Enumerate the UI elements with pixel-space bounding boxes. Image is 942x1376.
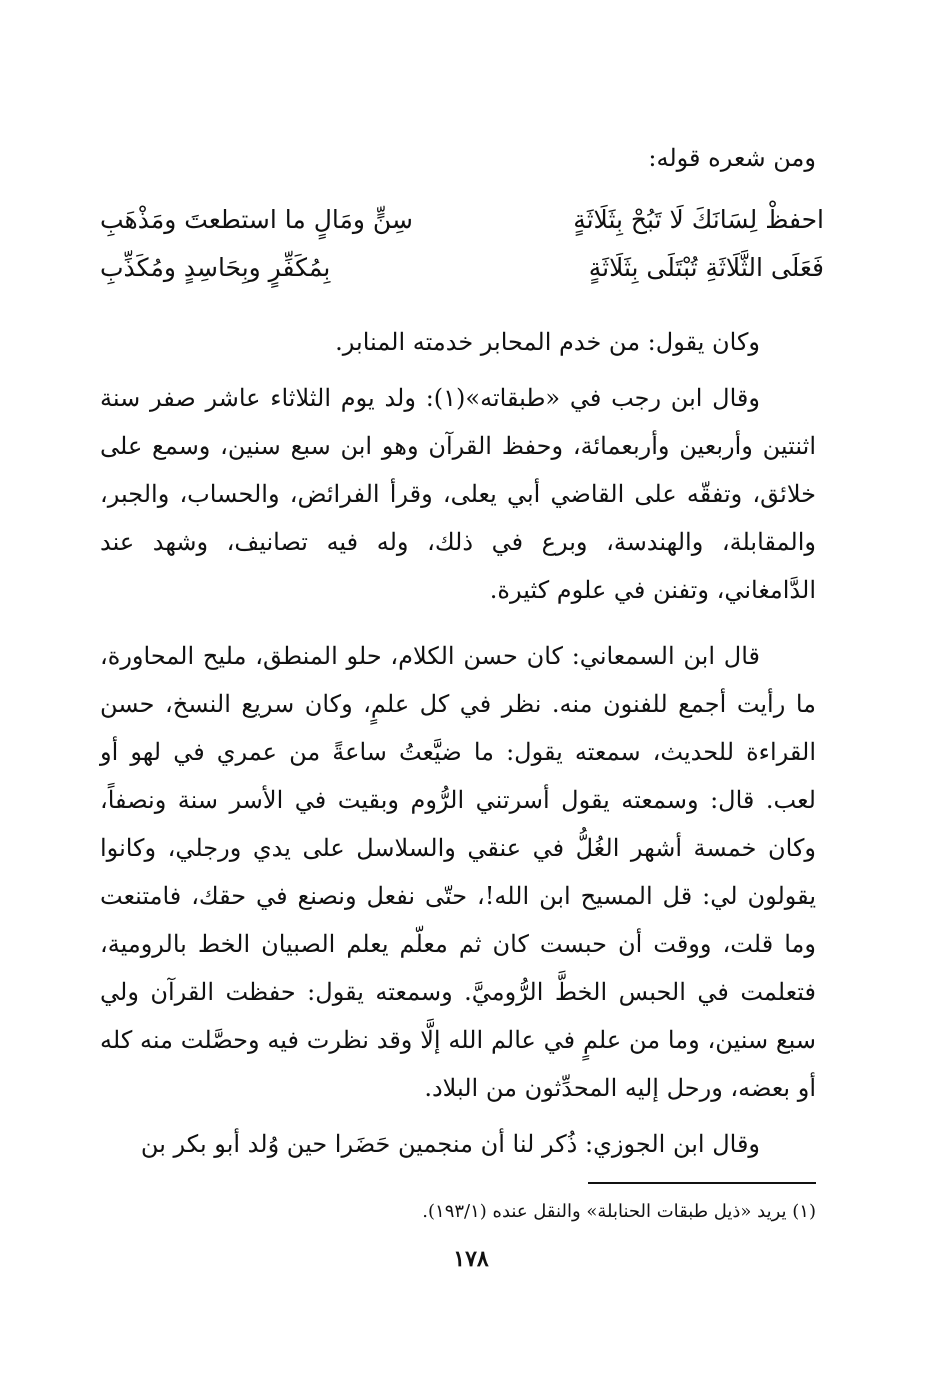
poem-verse xyxy=(100,196,824,244)
paragraph xyxy=(100,318,816,366)
page-number: ١٧٨ xyxy=(453,1246,489,1272)
footnote-divider xyxy=(588,1182,816,1184)
paragraph xyxy=(100,374,816,614)
paragraph xyxy=(100,1120,816,1168)
poem xyxy=(100,196,824,292)
paragraph-text: وقال ابن رجب في «طبقاته»(١): ولد يوم الثلاثاء عاشر صفر سنة اثنتين وأربعين وأربعمائة، وحفظ القرآن وهو ابن سبع سنين، وسمع على خلائق، وتفقّه على القاضي أبي يعلى، وقرأ الفرائض، والحساب، والجبر، والمقابلة، والهندسة، وبرع في ذلك، وله فيه تصانيف، وشهد عند الدَّامغاني، وتفنن في علوم كثيرة. xyxy=(100,384,816,604)
paragraph-text: وقال ابن الجوزي: ذُكر لنا أن منجمين حَضَرا حين وُلد أبو بكر بن xyxy=(140,1130,760,1158)
paragraph-text: قال ابن السمعاني: كان حسن الكلام، حلو المنطق، مليح المحاورة، ما رأيت أجمع للفنون منه. نظر في كل علمٍ، وكان سريع النسخ، حسن القراءة للحديث، سمعته يقول: ما ضيَّعتُ ساعةً من عمري في لهو أو لعب. قال: وسمعته يقول أسرتني الرُّوم وبقيت في الأسر سنة ونصفاً، وكان خمسة أشهر الغُلُّ في عنقي والسلاسل على يدي ورجلي، وكانوا يقولون لي: قل المسيح ابن الله!، حتّى نفعل ونصنع في حقك، فامتنعت وما قلت، ووقت أن حبست كان ثم معلّم يعلم الصبيان الخط بالرومية، فتعلمت في الحبس الخطَّ الرُّوميَّ. وسمعته يقول: حفظت القرآن ولي سبع سنين، وما من علمٍ في عالم الله إلَّا وقد نظرت فيه وحصَّلت منه كله أو بعضه، ورحل إليه المحدِّثون من البلاد. xyxy=(100,642,816,1102)
verse-first-hemistich: فَعَلَى الثَّلَاثَةِ تُبْتَلَى بِثَلَاثَةٍ xyxy=(588,253,824,282)
poem-intro: ومن شعره قوله: xyxy=(648,144,816,172)
footnote: (١) يريد «ذيل طبقات الحنابلة» والنقل عنده (١٩٣/١). xyxy=(422,1201,816,1222)
paragraph xyxy=(100,632,816,1112)
verse-first-hemistich: احفظْ لِسَانَكَ لَا تَبُحْ بِثَلَاثَةٍ xyxy=(573,205,824,234)
verse-second-hemistich: بِمُكَفِّرٍ وبِحَاسِدٍ ومُكَذِّبِ xyxy=(100,253,331,282)
paragraph-text: وكان يقول: من خدم المحابر خدمته المنابر. xyxy=(335,328,760,356)
poem-verse xyxy=(100,244,824,292)
verse-second-hemistich: سِنٍّ ومَالٍ ما استطعتَ ومَذْهَبِ xyxy=(100,205,413,234)
